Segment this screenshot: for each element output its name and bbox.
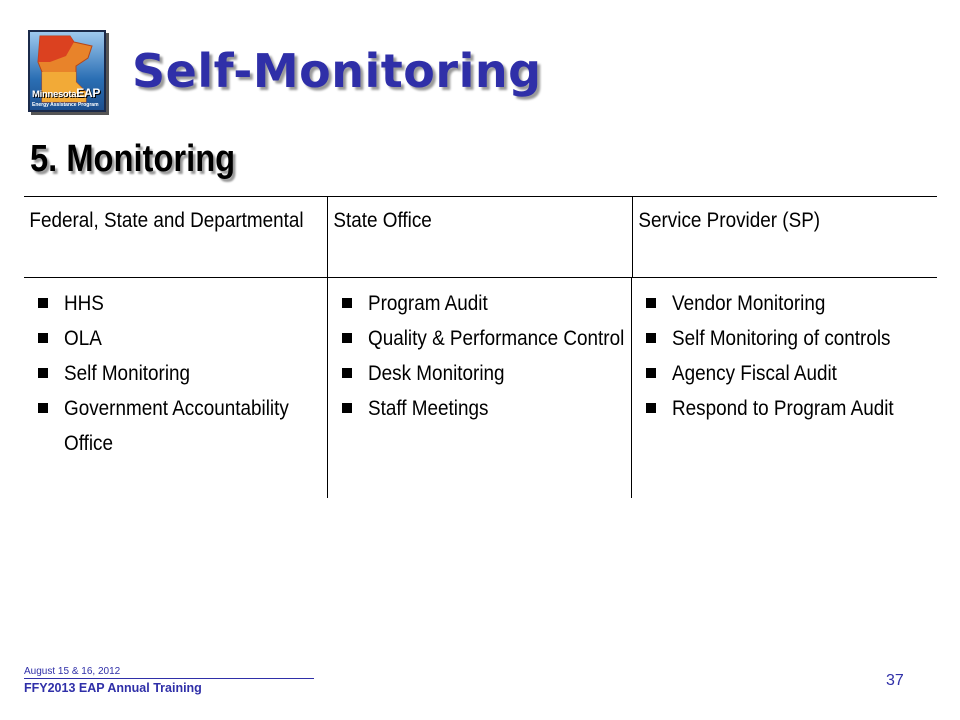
slide-title: Self-Monitoring — [132, 44, 542, 98]
minnesota-eap-logo — [28, 30, 106, 112]
logo-subtitle: Energy Assistance Program — [32, 102, 99, 108]
list-item: Agency Fiscal Audit — [632, 356, 929, 391]
header-cell — [632, 197, 937, 277]
table-header-row — [24, 197, 937, 278]
page-number: 37 — [886, 672, 904, 689]
list-item: Program Audit — [328, 286, 625, 321]
minnesota-state-icon — [30, 32, 106, 112]
list-item: Vendor Monitoring — [632, 286, 929, 321]
federal-column — [24, 278, 327, 498]
footer-date: August 15 & 16, 2012 — [24, 665, 314, 679]
table-body-row — [24, 278, 937, 498]
square-bullet-icon — [646, 368, 656, 378]
logo-wordmark: MinnesotaEAP — [32, 86, 101, 100]
square-bullet-icon — [342, 403, 352, 413]
footer-training-title: FFY2013 EAP Annual Training — [24, 681, 202, 695]
square-bullet-icon — [38, 333, 48, 343]
section-heading: 5. Monitoring — [30, 138, 236, 180]
square-bullet-icon — [342, 368, 352, 378]
list-item: HHS — [24, 286, 321, 321]
header-federal: Federal, State and Departmental — [29, 209, 304, 232]
list-item: Staff Meetings — [328, 391, 625, 426]
list-item: OLA — [24, 321, 321, 356]
square-bullet-icon — [646, 298, 656, 308]
square-bullet-icon — [646, 403, 656, 413]
list-item: Self Monitoring of controls — [632, 321, 929, 356]
square-bullet-icon — [342, 333, 352, 343]
square-bullet-icon — [38, 368, 48, 378]
square-bullet-icon — [38, 403, 48, 413]
square-bullet-icon — [342, 298, 352, 308]
list-item: Self Monitoring — [24, 356, 321, 391]
list-item: Desk Monitoring — [328, 356, 625, 391]
header-cell — [24, 197, 327, 277]
monitoring-table — [24, 196, 937, 498]
list-item: Respond to Program Audit — [632, 391, 929, 426]
header-service-provider: Service Provider (SP) — [638, 209, 821, 232]
header-cell — [327, 197, 632, 277]
service-provider-column — [631, 278, 935, 498]
state-office-column — [327, 278, 631, 498]
square-bullet-icon — [38, 298, 48, 308]
square-bullet-icon — [646, 333, 656, 343]
list-item: Quality & Performance Control — [328, 321, 625, 356]
header-state-office: State Office — [333, 209, 432, 232]
list-item: Government Accountability Office — [24, 391, 321, 461]
